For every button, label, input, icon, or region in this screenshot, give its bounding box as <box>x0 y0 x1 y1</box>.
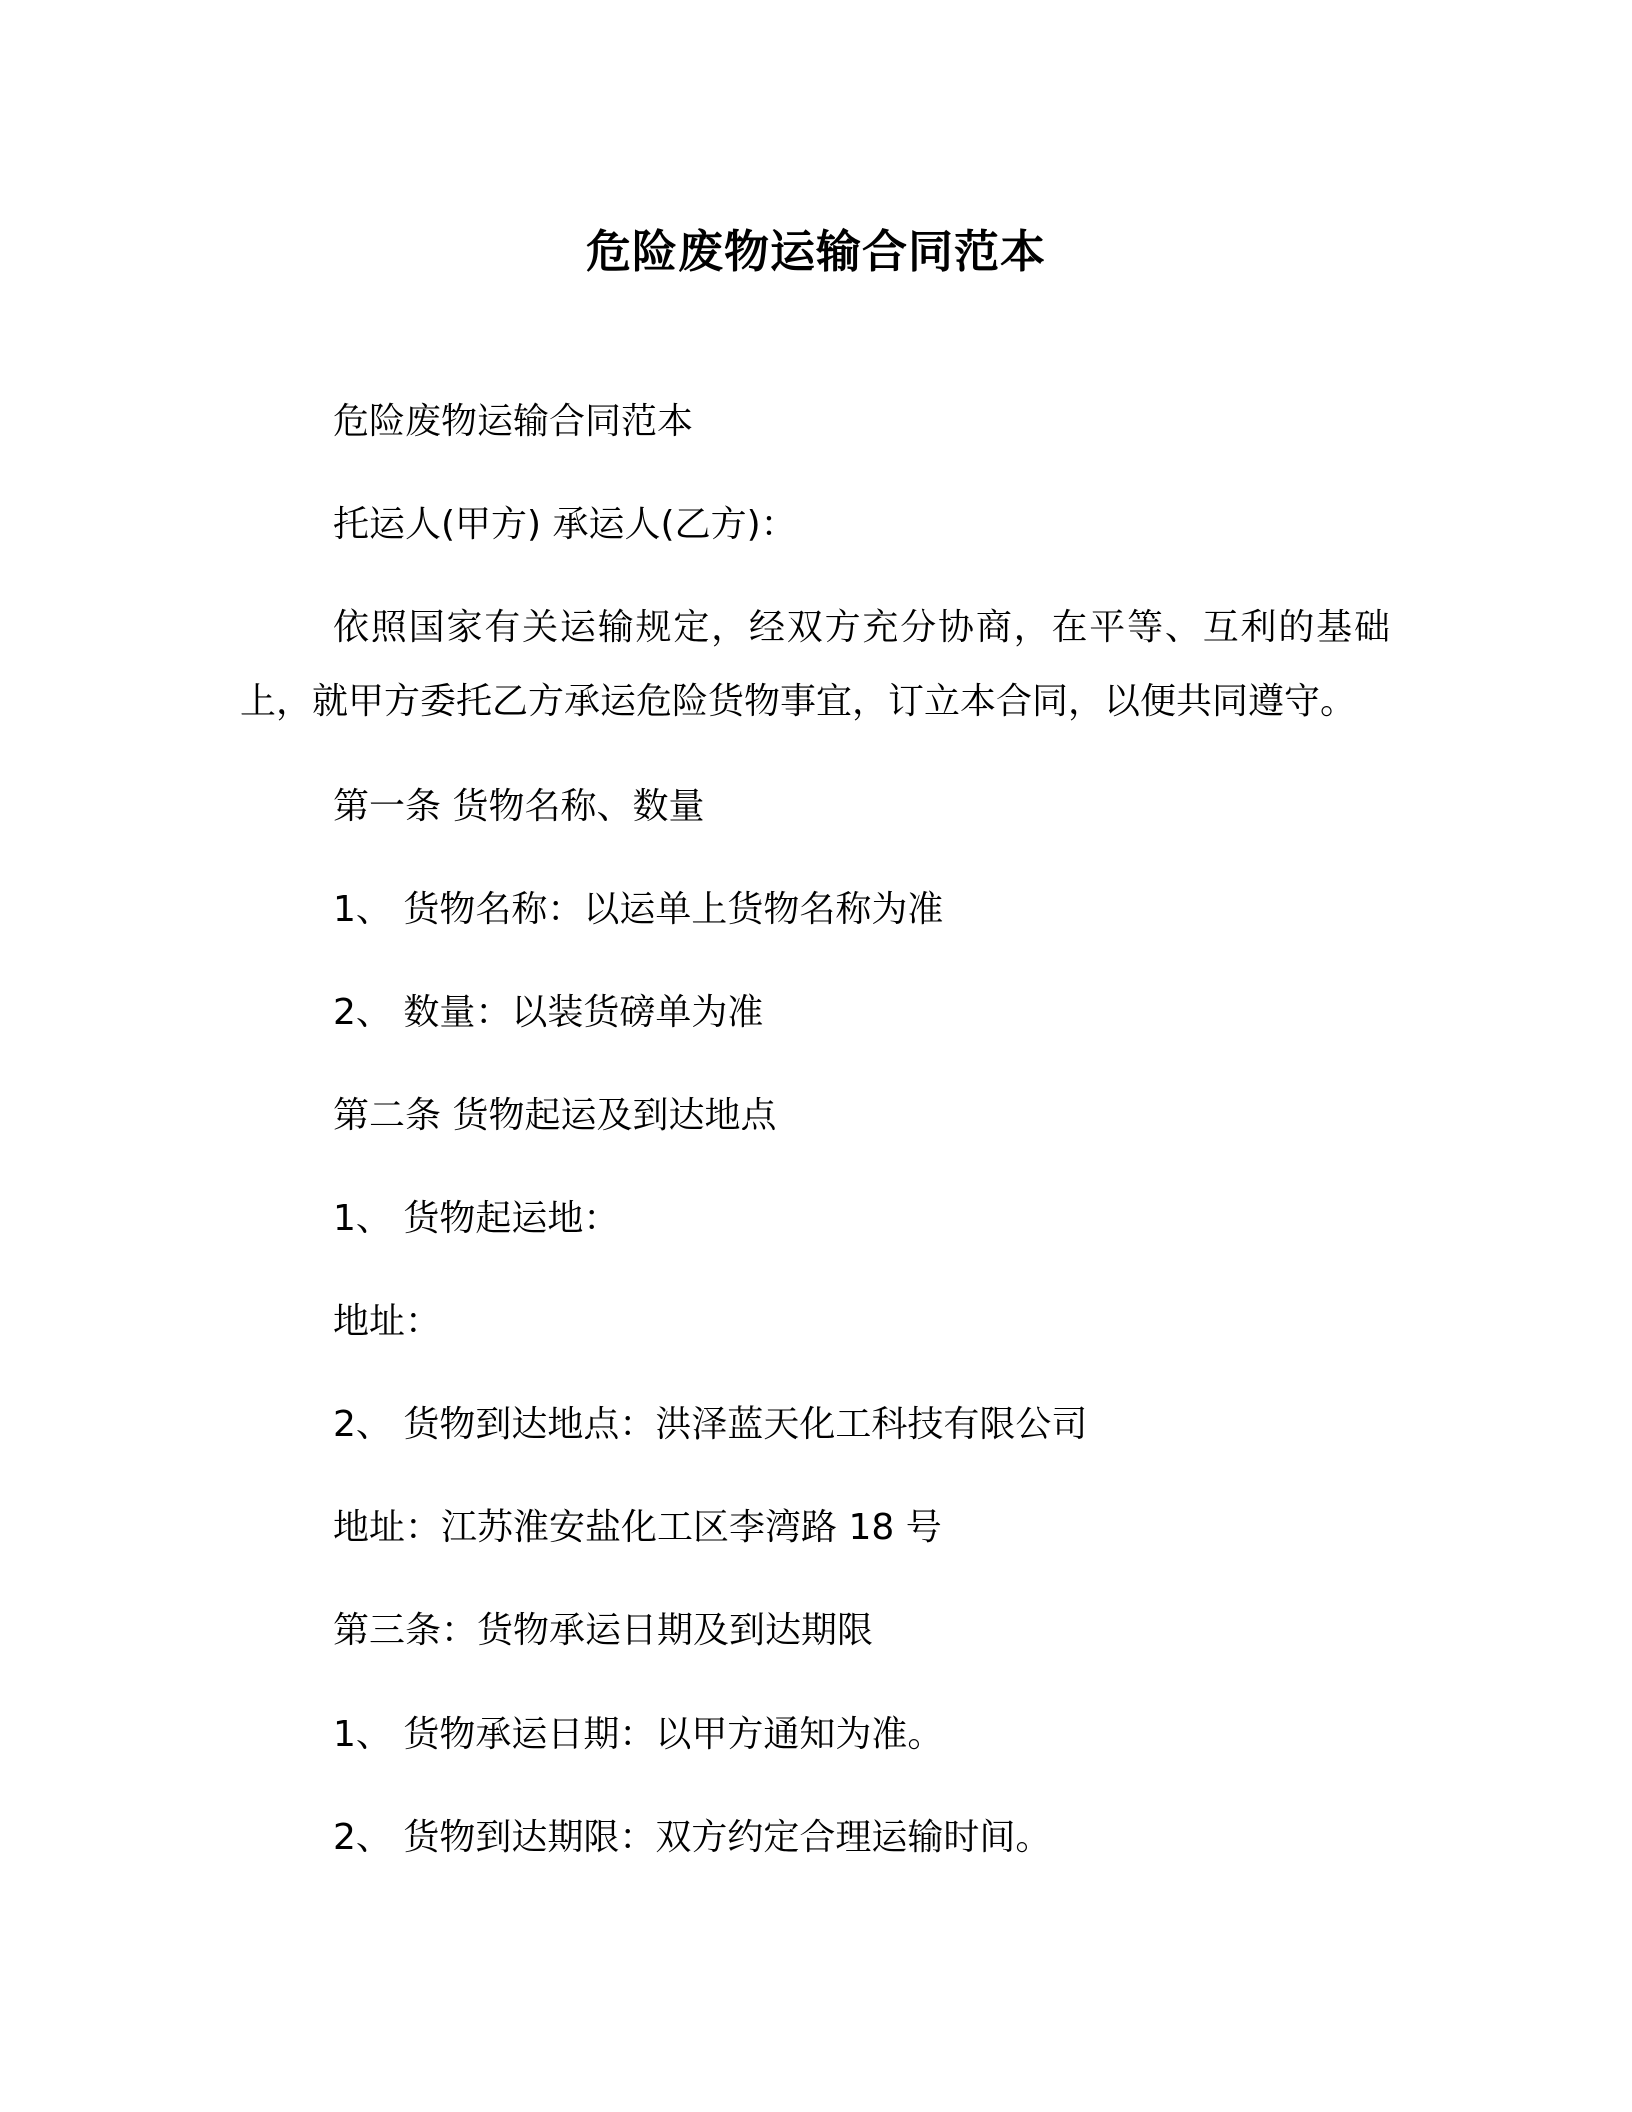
article-2-heading: 第二条 货物起运及到达地点 <box>333 1095 777 1136</box>
parties-line: 托运人(甲方) 承运人(乙方)： <box>333 504 797 545</box>
article-2-item-2: 2、 货物到达地点：洪泽蓝天化工科技有限公司 <box>333 1404 1088 1445</box>
article-1-heading: 第一条 货物名称、数量 <box>333 786 705 827</box>
preamble-paragraph: 依照国家有关运输规定，经双方充分协商，在平等、互利的基础上，就甲方委托乙方承运危险货物事宜，订立本合同，以便共同遵守。 <box>240 607 1390 722</box>
article-3-item-1: 1、 货物承运日期：以甲方通知为准。 <box>333 1714 944 1755</box>
document-subtitle: 危险废物运输合同范本 <box>333 401 694 442</box>
article-1-item-1: 1、 货物名称：以运单上货物名称为准 <box>333 889 944 930</box>
article-1-item-2: 2、 数量：以装货磅单为准 <box>333 992 764 1033</box>
article-2-address-1: 地址： <box>333 1301 442 1342</box>
article-2-item-1: 1、 货物起运地： <box>333 1198 620 1239</box>
article-3-heading: 第三条：货物承运日期及到达期限 <box>333 1610 874 1651</box>
article-2-address-2: 地址：江苏淮安盐化工区李湾路 18 号 <box>333 1507 942 1548</box>
document-title: 危险废物运输合同范本 <box>585 225 1046 278</box>
article-3-item-2: 2、 货物到达期限：双方约定合理运输时间。 <box>333 1817 1052 1858</box>
